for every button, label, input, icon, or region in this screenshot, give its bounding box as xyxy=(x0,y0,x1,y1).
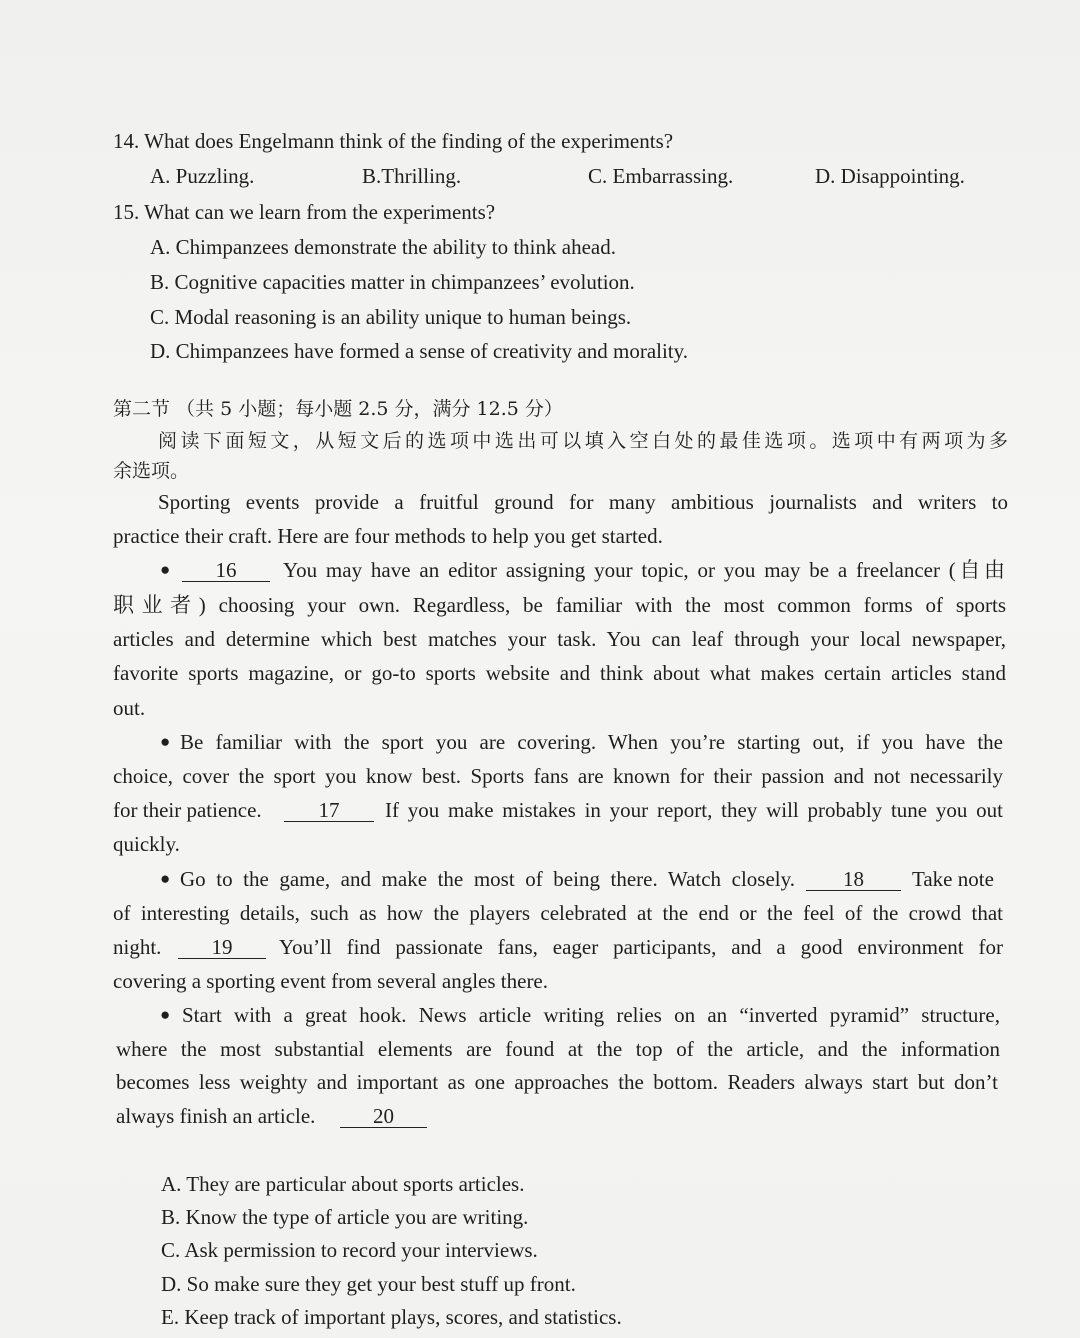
question-14-option-a: A. Puzzling. xyxy=(150,164,255,188)
paragraph-2-line-1: Be familiar with the sport you are covering. When you’re starting out, if you have the xyxy=(180,730,1003,754)
paragraph-3-bullet: ● xyxy=(160,869,171,888)
blank-17[interactable] xyxy=(284,797,374,823)
question-15-option-d: D. Chimpanzees have formed a sense of creativity and morality. xyxy=(150,339,689,363)
paragraph-2-line-3-start: for their patience. xyxy=(113,798,262,822)
section-title: 第二节 （共 5 小题；每小题 2.5 分，满分 12.5 分） xyxy=(113,398,563,420)
paragraph-1-line-2: 职业者) choosing your own. Regardless, be familiar with the most common forms of sports xyxy=(113,593,1006,617)
question-15-option-b: B. Cognitive capacities matter in chimpanzees’ evolution. xyxy=(150,270,635,294)
blank-17-number: 17 xyxy=(284,799,374,822)
blank-19[interactable] xyxy=(178,934,266,960)
blank-18-number: 18 xyxy=(806,868,901,891)
paragraph-4-line-3: becomes less weighty and important as one approaches the bottom. Readers always start but don’t xyxy=(116,1070,998,1094)
paragraph-4-bullet: ● xyxy=(160,1005,171,1024)
section-instructions-line-2: 余选项。 xyxy=(113,460,190,482)
paragraph-1-line-3: articles and determine which best matches your task. You can leaf through your local newspaper, xyxy=(113,627,1006,651)
question-15-option-c: C. Modal reasoning is an ability unique to human beings. xyxy=(150,305,632,329)
blank-20-number: 20 xyxy=(340,1105,427,1128)
question-14-stem: 14. What does Engelmann think of the finding of the experiments? xyxy=(113,129,674,153)
question-15-stem: 15. What can we learn from the experiments? xyxy=(113,200,496,224)
question-14-option-c: C. Embarrassing. xyxy=(588,164,734,188)
paragraph-1-bullet: ● xyxy=(160,560,171,579)
passage-intro-line-1: Sporting events provide a fruitful ground for many ambitious journalists and writers to xyxy=(158,490,1008,514)
section-instructions-line-1: 阅读下面短文，从短文后的选项中选出可以填入空白处的最佳选项。选项中有两项为多 xyxy=(158,430,1008,452)
paragraph-1-line-1: You may have an editor assigning your topic, or you may be a freelancer (自由 xyxy=(283,558,1005,582)
paragraph-2-line-3-end: If you make mistakes in your report, they will probably tune you out xyxy=(385,798,1003,822)
paragraph-3-line-1-end: Take note xyxy=(912,867,994,891)
choice-b: B. Know the type of article you are writing. xyxy=(161,1205,529,1229)
paragraph-3-line-3-end: You’ll find passionate fans, eager participants, and a good environment for xyxy=(279,935,1003,959)
choice-a: A. They are particular about sports articles. xyxy=(161,1172,525,1196)
blank-16-number: 16 xyxy=(182,559,270,582)
paragraph-3-line-1-start: Go to the game, and make the most of being there. Watch closely. xyxy=(180,867,795,891)
blank-19-number: 19 xyxy=(178,936,266,959)
paragraph-3-line-2: of interesting details, such as how the players celebrated at the end or the feel of the crowd that xyxy=(113,901,1003,925)
blank-20[interactable] xyxy=(340,1103,427,1129)
blank-16[interactable] xyxy=(182,557,270,583)
choice-c: C. Ask permission to record your interviews. xyxy=(161,1238,538,1262)
passage-intro-line-2: practice their craft. Here are four methods to help you get started. xyxy=(113,524,663,548)
question-15-option-a: A. Chimpanzees demonstrate the ability to think ahead. xyxy=(150,235,616,259)
paragraph-1-line-4: favorite sports magazine, or go-to sports website and think about what makes certain articles stand xyxy=(113,661,1006,685)
question-14-option-b: B.Thrilling. xyxy=(362,164,462,188)
choice-e: E. Keep track of important plays, scores, and statistics. xyxy=(161,1305,622,1329)
paragraph-2-line-2: choice, cover the sport you know best. Sports fans are known for their passion and not necessarily xyxy=(113,764,1003,788)
blank-18[interactable] xyxy=(806,866,901,892)
paragraph-3-line-3-start: night. xyxy=(113,935,162,959)
paragraph-3-line-4: covering a sporting event from several angles there. xyxy=(113,969,549,993)
paragraph-4-line-1: Start with a great hook. News article writing relies on an “inverted pyramid” structure, xyxy=(182,1003,1000,1027)
choice-d: D. So make sure they get your best stuff up front. xyxy=(161,1272,576,1296)
paragraph-2-bullet: ● xyxy=(160,732,171,751)
paragraph-4-line-4: always finish an article. xyxy=(116,1104,316,1128)
paragraph-4-line-2: where the most substantial elements are found at the top of the article, and the information xyxy=(116,1037,1000,1061)
paragraph-2-line-4: quickly. xyxy=(113,832,180,856)
question-14-option-d: D. Disappointing. xyxy=(815,164,965,188)
paragraph-1-line-5: out. xyxy=(113,696,146,720)
